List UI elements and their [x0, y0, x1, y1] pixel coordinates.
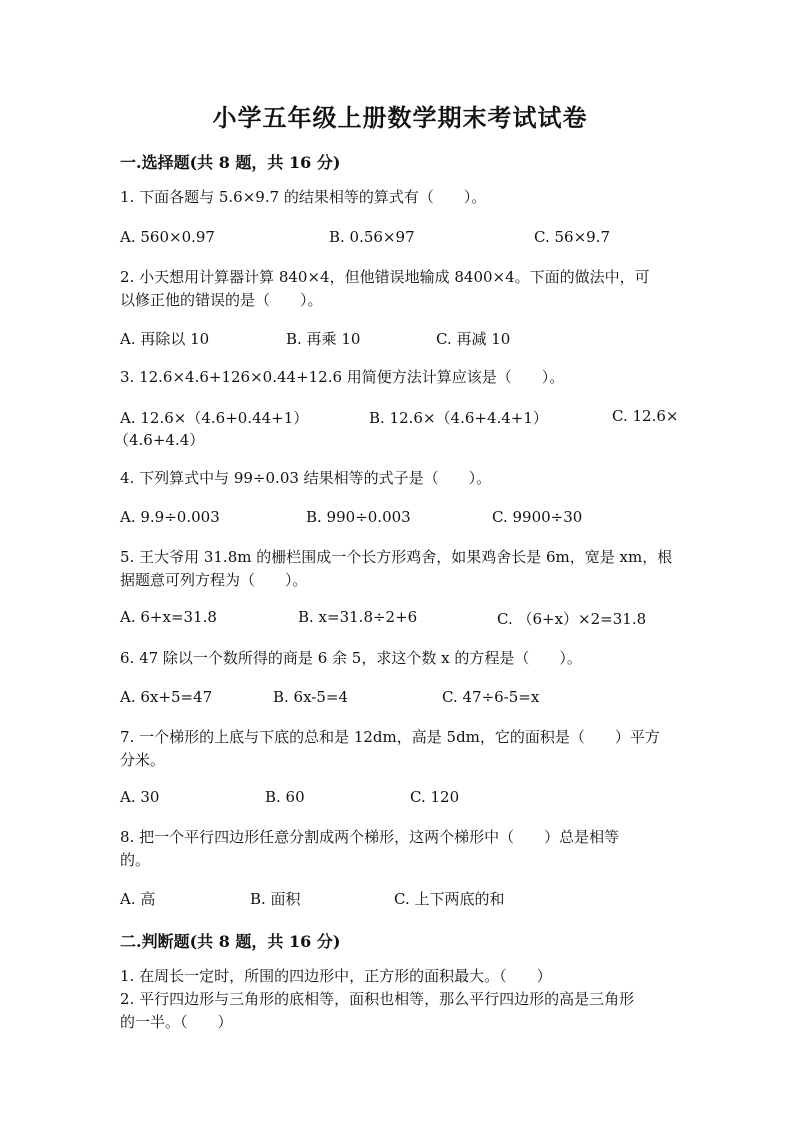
question-8 — [120, 826, 682, 872]
question-3-option-b: B. 12.6×（4.6+4.4+1） — [369, 409, 548, 427]
question-4: 4. 下列算式中与 99÷0.03 结果相等的式子是（ ）。 — [120, 469, 492, 487]
question-7-option-a: A. 30 — [120, 788, 160, 806]
judgment-1: 1. 在周长一定时，所围的四边形中，正方形的面积最大。（ ） — [120, 967, 552, 985]
question-3-option-c-continued: （4.6+4.4） — [114, 431, 205, 449]
judgment-2-line-1: 2. 平行四边形与三角形的底相等，面积也相等，那么平行四边形的高是三角形 — [120, 990, 635, 1008]
question-4-option-a: A. 9.9÷0.003 — [120, 508, 220, 526]
question-1-option-c: C. 56×9.7 — [534, 228, 610, 246]
question-2-line-2: 以修正他的错误的是（ ）。 — [120, 291, 323, 309]
question-3: 3. 12.6×4.6+126×0.44+12.6 用简便方法计算应该是（ ）。 — [120, 368, 565, 386]
question-5-option-c: C. （6+x）×2=31.8 — [497, 610, 647, 628]
question-2-option-a: A. 再除以 10 — [120, 330, 210, 348]
question-5-option-a: A. 6+x=31.8 — [120, 608, 217, 626]
question-2-line-1: 2. 小天想用计算器计算 840×4，但他错误地输成 8400×4。下面的做法中，可 — [120, 268, 650, 286]
section-heading-judgment: 二.判断题(共 8 题，共 16 分) — [120, 932, 341, 951]
question-5 — [120, 546, 682, 592]
question-8-option-c: C. 上下两底的和 — [394, 890, 505, 908]
question-1-option-b: B. 0.56×97 — [329, 228, 415, 246]
question-7 — [120, 726, 682, 772]
question-7-line-1: 7. 一个梯形的上底与下底的总和是 12dm，高是 5dm，它的面积是（ ）平方 — [120, 728, 660, 746]
question-6-option-a: A. 6x+5=47 — [120, 688, 213, 706]
judgment-2 — [120, 988, 682, 1034]
question-6-option-b: B. 6x-5=4 — [273, 688, 349, 706]
question-5-line-2: 据题意可列方程为（ ）。 — [120, 571, 308, 589]
question-5-line-1: 5. 王大爷用 31.8m 的栅栏围成一个长方形鸡舍，如果鸡舍长是 6m，宽是 xm，根 — [120, 548, 673, 566]
question-7-option-c: C. 120 — [410, 788, 460, 806]
question-7-line-2: 分米。 — [120, 751, 166, 769]
question-5-option-b: B. x=31.8÷2+6 — [298, 608, 418, 626]
exam-title: 小学五年级上册数学期末考试试卷 — [212, 103, 588, 132]
question-7-option-b: B. 60 — [265, 788, 305, 806]
question-6-option-c: C. 47÷6-5=x — [442, 688, 540, 706]
question-6: 6. 47 除以一个数所得的商是 6 余 5，求这个数 x 的方程是（ ）。 — [120, 649, 582, 667]
question-8-option-a: A. 高 — [120, 890, 156, 908]
question-2 — [120, 266, 682, 312]
judgment-2-line-2: 的一半。（ ） — [120, 1013, 233, 1031]
question-4-option-b: B. 990÷0.003 — [306, 508, 411, 526]
question-1-option-a: A. 560×0.97 — [120, 228, 215, 246]
question-2-option-b: B. 再乘 10 — [286, 330, 361, 348]
question-8-option-b: B. 面积 — [250, 890, 301, 908]
question-1: 1. 下面各题与 5.6×9.7 的结果相等的算式有（ ）。 — [120, 188, 487, 206]
question-8-line-1: 8. 把一个平行四边形任意分割成两个梯形，这两个梯形中（ ）总是相等 — [120, 828, 620, 846]
question-8-line-2: 的。 — [120, 851, 151, 869]
question-3-option-c: C. 12.6× — [612, 407, 679, 425]
question-4-option-c: C. 9900÷30 — [492, 508, 583, 526]
question-3-option-a: A. 12.6×（4.6+0.44+1） — [120, 409, 309, 427]
question-2-option-c: C. 再减 10 — [436, 330, 511, 348]
section-heading-choice: 一.选择题(共 8 题，共 16 分) — [120, 153, 341, 172]
